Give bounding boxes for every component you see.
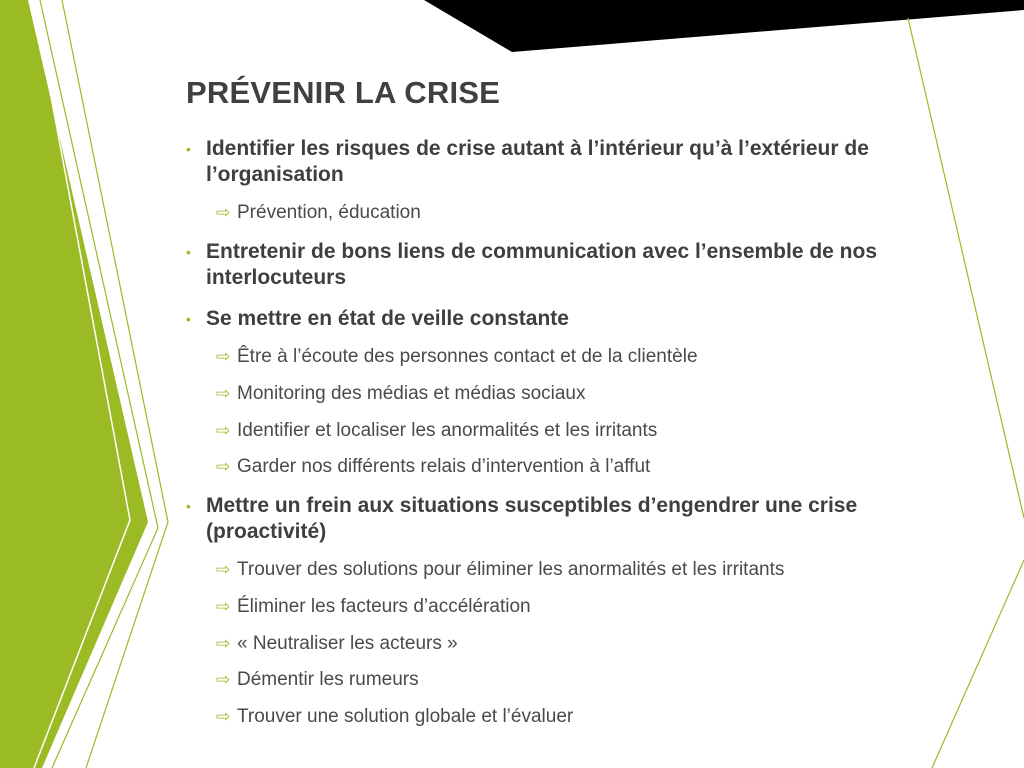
bullet-text: Identifier les risques de crise autant à l’intérieur qu’à l’extérieur de l’organisation <box>206 137 869 186</box>
sub-item-text: Prévention, éducation <box>237 202 421 223</box>
page-title: PRÉVENIR LA CRISE <box>186 75 501 110</box>
bullet-icon: • <box>186 141 191 157</box>
bullet-item <box>186 306 946 332</box>
sub-item <box>216 631 916 657</box>
sub-item-text: Garder nos différents relais d’intervention à l’affut <box>237 456 651 477</box>
sub-item-text: Trouver une solution globale et l’évaluer <box>237 706 574 727</box>
sub-item-text: Trouver des solutions pour éliminer les anormalités et les irritants <box>237 559 785 580</box>
sub-item <box>216 344 916 370</box>
bullet-icon: • <box>186 311 191 327</box>
arrow-right-icon: ⇨ <box>216 634 231 653</box>
sub-item <box>216 667 916 693</box>
arrow-right-icon: ⇨ <box>216 384 231 403</box>
arrow-right-icon: ⇨ <box>216 707 231 726</box>
sub-item-text: Éliminer les facteurs d’accélération <box>237 596 531 617</box>
sub-item <box>216 381 916 407</box>
sub-item <box>216 418 916 444</box>
arrow-right-icon: ⇨ <box>216 347 231 366</box>
bullet-text: Mettre un frein aux situations susceptibles d’engendrer une crise (proactivité) <box>206 494 858 543</box>
bullet-item <box>186 239 946 291</box>
bullet-text: Entretenir de bons liens de communication avec l’ensemble de nos interlocuteurs <box>206 240 878 289</box>
arrow-right-icon: ⇨ <box>216 597 231 616</box>
arrow-right-icon: ⇨ <box>216 560 231 579</box>
arrow-right-icon: ⇨ <box>216 421 231 440</box>
sub-item-text: Démentir les rumeurs <box>237 669 419 690</box>
sub-item-text: Monitoring des médias et médias sociaux <box>237 383 586 404</box>
arrow-right-icon: ⇨ <box>216 203 231 222</box>
bullet-text: Se mettre en état de veille constante <box>206 307 569 330</box>
sub-item-text: Identifier et localiser les anormalités et les irritants <box>237 420 658 441</box>
arrow-right-icon: ⇨ <box>216 670 231 689</box>
bullet-list <box>186 0 966 768</box>
sub-item <box>216 454 916 480</box>
sub-item <box>216 200 916 226</box>
sub-item <box>216 557 916 583</box>
bullet-icon: • <box>186 244 191 260</box>
sub-item <box>216 704 916 730</box>
bullet-icon: • <box>186 498 191 514</box>
sub-item <box>216 594 916 620</box>
bullet-item <box>186 493 946 545</box>
arrow-right-icon: ⇨ <box>216 457 231 476</box>
sub-item-text: « Neutraliser les acteurs » <box>237 633 458 654</box>
bullet-item <box>186 136 946 188</box>
sub-item-text: Être à l’écoute des personnes contact et de la clientèle <box>237 346 698 367</box>
